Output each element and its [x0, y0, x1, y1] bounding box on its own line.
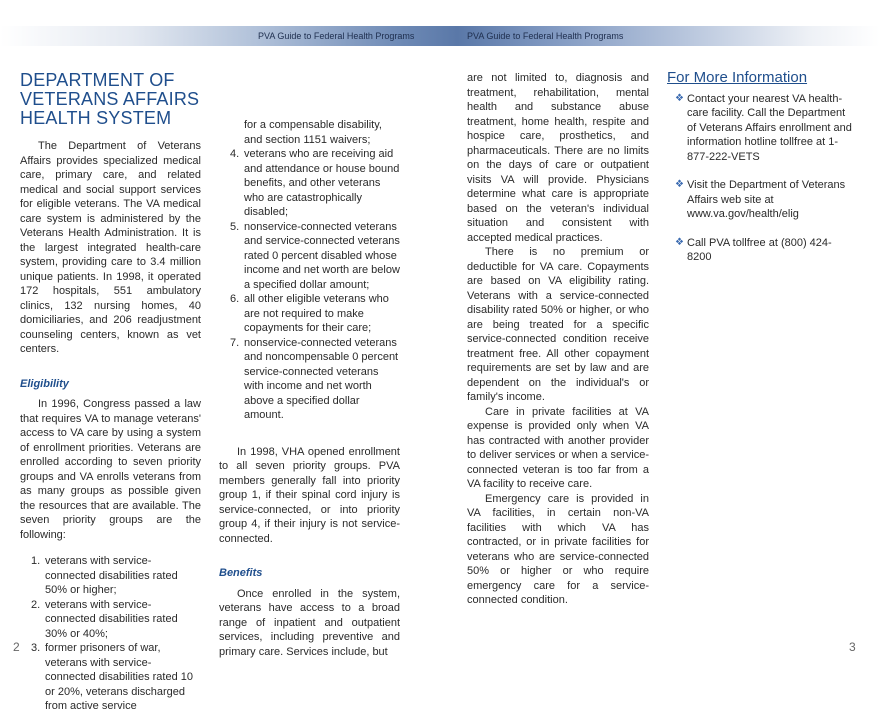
list-item — [20, 598, 201, 642]
more-info-list — [667, 92, 852, 265]
priority-list-continued — [219, 147, 400, 423]
intro-paragraph: The Department of Veterans Affairs provides specialized medical care, primary care, and related medical and social support services for eligible veterans. The VA medical care system is administered by the Veterans Health Administration. It is the largest integrated health-care system, providing care to 3.4 million unique patients. In 1998, it operated 172 hospitals, 551 ambulatory clinics, 132 nursing homes, 40 domiciliaries, and 206 readjustment counseling centers, known as vet centers. — [20, 140, 201, 355]
page-number-right: 3 — [849, 640, 856, 654]
priority-list — [20, 554, 201, 714]
page-number-left: 2 — [13, 640, 20, 654]
header-band — [0, 26, 880, 46]
list-text: former prisoners of war, veterans with service-connected disabilities rated 10 or 20%, veterans discharged from active service — [45, 642, 193, 712]
emergency-care-paragraph: Emergency care is provided in VA facilities, in certain non-VA facilities with which VA has contracted, or in private facilities for veterans who are service-connected 50% or higher or who require emergency care for a service-connected condition. — [467, 492, 649, 606]
list-item — [667, 178, 852, 222]
private-care-paragraph: Care in private facilities at VA expense is provided only when VA has contracted with another provider to deliver services or when a service-connected veteran is too far from a VA facility to receive care. — [467, 405, 649, 490]
copay-paragraph: There is no premium or deductible for VA care. Copayments are based on VA eligibility rating. Veterans with a service-connected disability rated 50% or higher, or who are being treated for a specific service-connected condition receive treatment free. All other copayment requirements are set by law and are dependent on the individual's or family's income. — [467, 246, 649, 403]
list-number: 4. — [230, 148, 240, 160]
running-head-left: PVA Guide to Federal Health Programs — [258, 31, 415, 41]
running-head-right: PVA Guide to Federal Health Programs — [467, 31, 624, 41]
list-item — [219, 292, 400, 336]
more-info-text: Visit the Department of Veterans Affairs web site at www.va.gov/health/elig — [687, 179, 846, 220]
list-item — [20, 554, 201, 598]
diamond-bullet-icon: ❖ — [675, 92, 684, 104]
diamond-bullet-icon: ❖ — [675, 179, 684, 190]
list-item-continued: for a compensable disability, and section 1151 waivers; — [244, 119, 382, 146]
list-number: 2. — [31, 598, 41, 611]
diamond-bullet-icon: ❖ — [675, 236, 684, 248]
benefits-heading: Benefits — [219, 567, 263, 579]
enrollment-paragraph: In 1998, VHA opened enrollment to all seven priority groups. PVA members generally fall into priority group 1, if their spinal cord injury is service-connected, or into priority group 4, if their injury is not service-connected. — [219, 445, 400, 545]
more-info-text: Call PVA tollfree at (800) 424-8200 — [687, 236, 832, 263]
list-text: veterans with service-connected disabilities rated 50% or higher; — [45, 555, 178, 596]
more-info-text: Contact your nearest VA health-care facility. Call the Department of Veterans Affairs enrollment and information hotline tollfree at 1-877-222-VETS — [687, 92, 852, 163]
list-text: veterans with service-connected disabilities rated 30% or 40%; — [45, 598, 178, 640]
right-column-1 — [467, 71, 649, 608]
list-item — [219, 220, 400, 293]
list-number: 7. — [230, 336, 240, 349]
list-item — [219, 336, 400, 423]
list-text: all other eligible veterans who are not required to make copayments for their care; — [244, 293, 389, 334]
benefits-continued-paragraph: are not limited to, diagnosis and treatment, rehabilitation, mental health and substance abuse treatment, home health, respite and hospice care, prosthetics, and pharmaceuticals. There are no limits on the days of care or outpatient visits VA will provide. Physicians determine what care is appropriate based on the veteran's individual situation and consistent with accepted medical practices. — [467, 72, 649, 244]
list-text: veterans who are receiving aid and attendance or house bound benefits, and other veterans who are catastrophically disabled; — [244, 148, 400, 218]
list-number: 3. — [31, 642, 41, 654]
list-item — [667, 236, 852, 265]
list-number: 6. — [230, 293, 240, 305]
list-item — [20, 641, 201, 714]
list-text: nonservice-connected veterans and service-connected veterans rated 0 percent disabled whose income and net worth are below a specified dollar amount; — [244, 220, 400, 291]
more-info-title: For More Information — [667, 69, 808, 86]
eligibility-paragraph: In 1996, Congress passed a law that requires VA to manage veterans' access to VA care by using a system of enrollment priorities. Veterans are enrolled according to seven priority groups and VA enrolls veterans from as many groups as possible given the resources that are available. The seven priority groups are the following: — [20, 398, 201, 541]
eligibility-heading: Eligibility — [20, 377, 69, 390]
list-text: nonservice-connected veterans and noncompensable 0 percent service-connected veterans with income and net worth above a specified dollar amount. — [244, 336, 399, 421]
left-column-2 — [219, 118, 400, 659]
left-column-1 — [13, 70, 201, 714]
list-number: 5. — [230, 220, 240, 233]
benefits-paragraph: Once enrolled in the system, veterans have access to a broad range of inpatient and outpatient services, including preventive and primary care. Services include, but — [219, 587, 400, 658]
list-item — [667, 92, 852, 165]
right-column-sidebar — [667, 71, 852, 279]
list-number: 1. — [31, 555, 41, 567]
page-title: DEPARTMENT OF VETERANS AFFAIRS HEALTH SYSTEM — [20, 70, 200, 128]
list-item — [219, 147, 400, 220]
